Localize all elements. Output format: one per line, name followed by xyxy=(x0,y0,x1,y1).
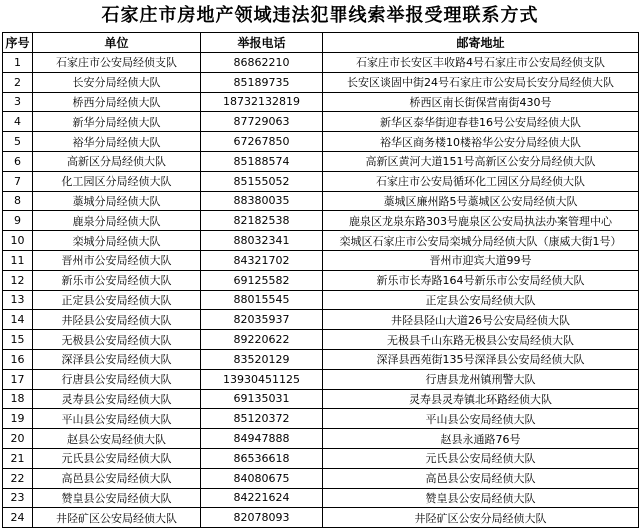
row-index: 12 xyxy=(3,270,33,290)
table-row xyxy=(3,151,639,171)
table-row xyxy=(3,349,639,369)
row-unit: 赵县公安局经侦大队 xyxy=(33,429,201,449)
row-phone: 89220622 xyxy=(201,330,323,350)
row-address: 井陉县陉山大道26号公安局经侦大队 xyxy=(323,310,639,330)
table-row xyxy=(3,72,639,92)
row-index: 22 xyxy=(3,468,33,488)
row-unit: 高新区分局经侦大队 xyxy=(33,151,201,171)
row-address: 井陉矿区公安分局经侦大队 xyxy=(323,508,639,528)
row-unit: 藁城分局经侦大队 xyxy=(33,191,201,211)
row-phone: 67267850 xyxy=(201,132,323,152)
row-unit: 桥西分局经侦大队 xyxy=(33,92,201,112)
table-row xyxy=(3,53,639,73)
row-phone: 82035937 xyxy=(201,310,323,330)
row-index: 15 xyxy=(3,330,33,350)
row-address: 赵县永通路76号 xyxy=(323,429,639,449)
table-row xyxy=(3,191,639,211)
row-unit: 赞皇县公安局经侦大队 xyxy=(33,488,201,508)
row-unit: 鹿泉分局经侦大队 xyxy=(33,211,201,231)
header-index: 序号 xyxy=(3,33,33,53)
row-unit: 深泽县公安局经侦大队 xyxy=(33,349,201,369)
row-phone: 69125582 xyxy=(201,270,323,290)
table-row xyxy=(3,171,639,191)
row-phone: 84321702 xyxy=(201,250,323,270)
row-address: 新乐市长寿路164号新乐市公安局经侦大队 xyxy=(323,270,639,290)
table-row xyxy=(3,310,639,330)
row-phone: 83520129 xyxy=(201,349,323,369)
row-unit: 正定县公安局经侦大队 xyxy=(33,290,201,310)
row-phone: 85189735 xyxy=(201,72,323,92)
table-row xyxy=(3,270,639,290)
table-row xyxy=(3,369,639,389)
row-index: 17 xyxy=(3,369,33,389)
table-row xyxy=(3,112,639,132)
row-index: 8 xyxy=(3,191,33,211)
table-row xyxy=(3,92,639,112)
row-index: 11 xyxy=(3,250,33,270)
row-phone: 88015545 xyxy=(201,290,323,310)
row-unit: 石家庄市公安局经侦支队 xyxy=(33,53,201,73)
row-index: 19 xyxy=(3,409,33,429)
table-row xyxy=(3,488,639,508)
table-row xyxy=(3,389,639,409)
row-index: 6 xyxy=(3,151,33,171)
row-address: 长安区谈固中街24号石家庄市公安局长安分局经侦大队 xyxy=(323,72,639,92)
row-address: 高邑县公安局经侦大队 xyxy=(323,468,639,488)
row-address: 灵寿县灵寿镇北环路经侦大队 xyxy=(323,389,639,409)
row-address: 裕华区商务楼10楼裕华公安分局经侦大队 xyxy=(323,132,639,152)
row-index: 10 xyxy=(3,231,33,251)
header-phone: 举报电话 xyxy=(201,33,323,53)
row-unit: 井陉县公安局经侦大队 xyxy=(33,310,201,330)
row-address: 正定县公安局经侦大队 xyxy=(323,290,639,310)
table-row xyxy=(3,250,639,270)
row-phone: 86536618 xyxy=(201,448,323,468)
row-address: 无极县千山东路无极县公安局经侦大队 xyxy=(323,330,639,350)
row-address: 石家庄市长安区丰收路4号石家庄市公安局经侦支队 xyxy=(323,53,639,73)
table-row xyxy=(3,508,639,528)
table-body xyxy=(3,53,639,528)
row-phone: 88032341 xyxy=(201,231,323,251)
row-address: 高新区黄河大道151号高新区公安分局经侦大队 xyxy=(323,151,639,171)
row-phone: 85155052 xyxy=(201,171,323,191)
row-index: 14 xyxy=(3,310,33,330)
table-row xyxy=(3,330,639,350)
row-index: 4 xyxy=(3,112,33,132)
row-address: 行唐县龙州镇刑警大队 xyxy=(323,369,639,389)
row-index: 24 xyxy=(3,508,33,528)
row-index: 1 xyxy=(3,53,33,73)
row-address: 深泽县西苑街135号深泽县公安局经侦大队 xyxy=(323,349,639,369)
table-row xyxy=(3,448,639,468)
row-index: 2 xyxy=(3,72,33,92)
header-address: 邮寄地址 xyxy=(323,33,639,53)
row-phone: 82182538 xyxy=(201,211,323,231)
row-index: 5 xyxy=(3,132,33,152)
row-phone: 86862210 xyxy=(201,53,323,73)
row-address: 平山县公安局经侦大队 xyxy=(323,409,639,429)
row-phone: 84221624 xyxy=(201,488,323,508)
row-unit: 灵寿县公安局经侦大队 xyxy=(33,389,201,409)
row-unit: 行唐县公安局经侦大队 xyxy=(33,369,201,389)
contact-table xyxy=(2,32,639,528)
row-address: 晋州市迎宾大道99号 xyxy=(323,250,639,270)
row-index: 23 xyxy=(3,488,33,508)
row-index: 7 xyxy=(3,171,33,191)
row-index: 20 xyxy=(3,429,33,449)
row-address: 元氏县公安局经侦大队 xyxy=(323,448,639,468)
row-unit: 新乐市公安局经侦大队 xyxy=(33,270,201,290)
row-phone: 69135031 xyxy=(201,389,323,409)
table-row xyxy=(3,409,639,429)
row-unit: 晋州市公安局经侦大队 xyxy=(33,250,201,270)
row-phone: 84947888 xyxy=(201,429,323,449)
row-unit: 井陉矿区公安局经侦大队 xyxy=(33,508,201,528)
row-unit: 平山县公安局经侦大队 xyxy=(33,409,201,429)
row-address: 桥西区南长街保营南街430号 xyxy=(323,92,639,112)
document-title: 石家庄市房地产领域违法犯罪线索举报受理联系方式 xyxy=(101,5,539,26)
row-phone: 18732132819 xyxy=(201,92,323,112)
row-address: 栾城区石家庄市公安局栾城分局经侦大队（康威大街1号） xyxy=(323,231,639,251)
row-unit: 新华分局经侦大队 xyxy=(33,112,201,132)
row-phone: 85120372 xyxy=(201,409,323,429)
row-address: 鹿泉区龙泉东路303号鹿泉区公安局执法办案管理中心 xyxy=(323,211,639,231)
row-index: 13 xyxy=(3,290,33,310)
header-unit: 单位 xyxy=(33,33,201,53)
row-address: 藁城区廉州路5号藁城区公安局经侦大队 xyxy=(323,191,639,211)
row-phone: 88380035 xyxy=(201,191,323,211)
row-index: 9 xyxy=(3,211,33,231)
row-address: 石家庄市公安局循环化工园区分局经侦大队 xyxy=(323,171,639,191)
table-row xyxy=(3,429,639,449)
row-index: 16 xyxy=(3,349,33,369)
row-index: 18 xyxy=(3,389,33,409)
row-phone: 82078093 xyxy=(201,508,323,528)
row-phone: 84080675 xyxy=(201,468,323,488)
row-phone: 87729063 xyxy=(201,112,323,132)
row-index: 21 xyxy=(3,448,33,468)
table-row xyxy=(3,132,639,152)
row-unit: 长安分局经侦大队 xyxy=(33,72,201,92)
table-row xyxy=(3,468,639,488)
row-unit: 元氏县公安局经侦大队 xyxy=(33,448,201,468)
row-index: 3 xyxy=(3,92,33,112)
row-address: 新华区泰华街迎春巷16号公安局经侦大队 xyxy=(323,112,639,132)
row-phone: 85188574 xyxy=(201,151,323,171)
row-unit: 裕华分局经侦大队 xyxy=(33,132,201,152)
table-row xyxy=(3,211,639,231)
table-row xyxy=(3,290,639,310)
row-unit: 栾城分局经侦大队 xyxy=(33,231,201,251)
row-address: 赞皇县公安局经侦大队 xyxy=(323,488,639,508)
row-unit: 高邑县公安局经侦大队 xyxy=(33,468,201,488)
row-unit: 无极县公安局经侦大队 xyxy=(33,330,201,350)
row-phone: 13930451125 xyxy=(201,369,323,389)
row-unit: 化工园区分局经侦大队 xyxy=(33,171,201,191)
table-header-row xyxy=(3,33,639,53)
table-row xyxy=(3,231,639,251)
